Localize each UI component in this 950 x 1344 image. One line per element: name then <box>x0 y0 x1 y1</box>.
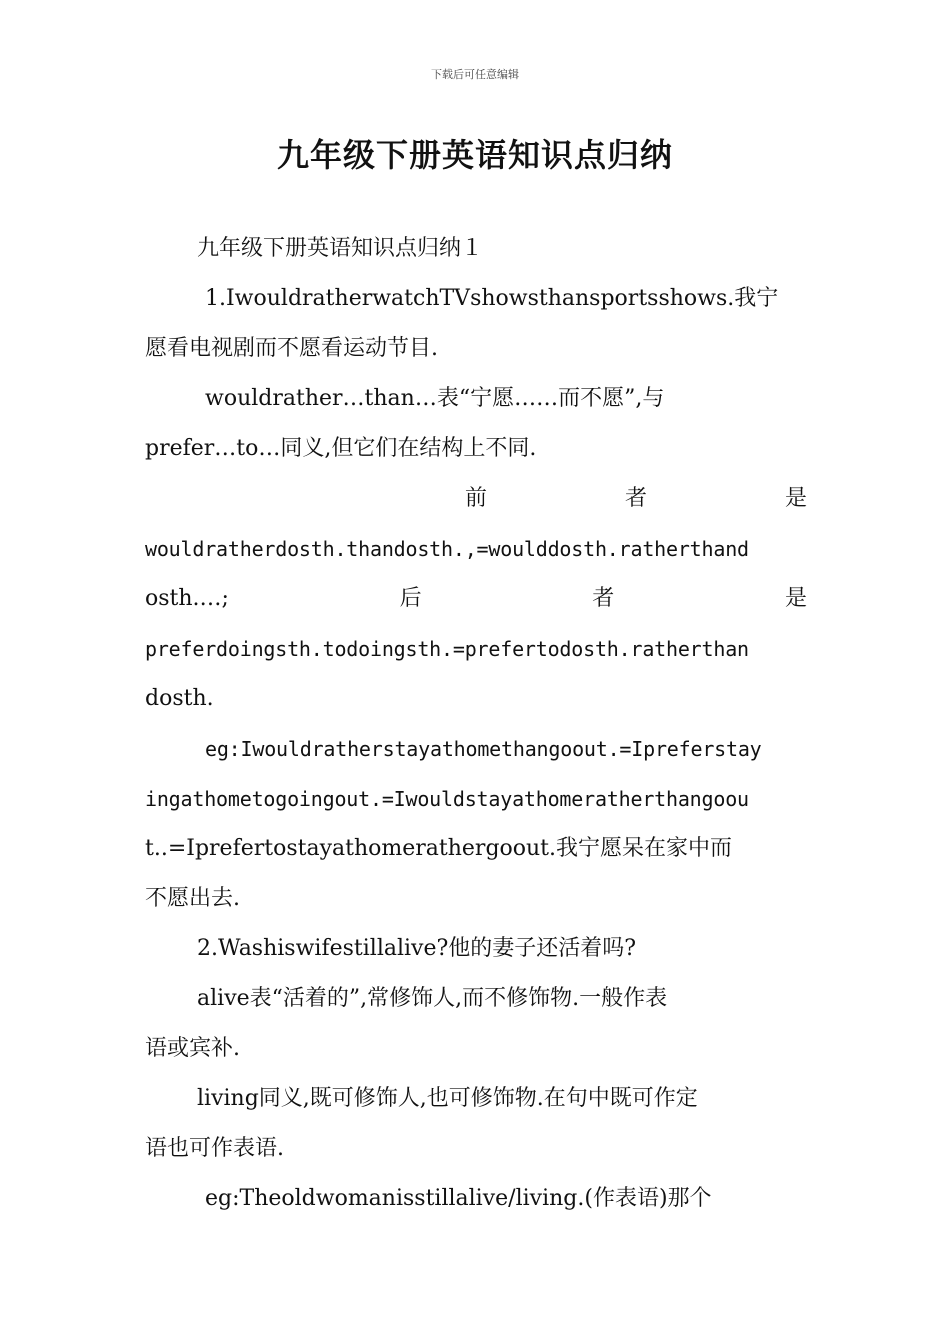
paragraph-line-justified <box>145 574 807 624</box>
paragraph-line: t..=Iprefertostayathomerathergoout.我宁愿呆在家中而 <box>145 836 733 861</box>
document-title: 九年级下册英语知识点归纳 <box>276 136 673 174</box>
paragraph-line: 1.IwouldratherwatchTVshowsthansportsshows.我宁 <box>205 286 779 311</box>
paragraph-line: eg:Theoldwomanisstillalive/living.(作表语)那个 <box>205 1186 712 1211</box>
word: 者 <box>624 486 647 511</box>
word: 者 <box>592 586 615 611</box>
paragraph-line: 语也可作表语. <box>145 1136 284 1161</box>
paragraph-line: prefer…to…同义,但它们在结构上不同. <box>145 436 537 461</box>
paragraph-line-justified <box>145 474 807 524</box>
paragraph-line: alive表“活着的”,常修饰人,而不修饰物.一般作表 <box>197 986 668 1011</box>
word: osth.…; <box>145 586 229 611</box>
header-note: 下载后可任意编辑 <box>431 68 519 81</box>
paragraph-line: dosth. <box>145 686 214 711</box>
word: 后 <box>399 586 422 611</box>
paragraph-line: 愿看电视剧而不愿看运动节目. <box>145 336 438 361</box>
word: 是 <box>784 486 807 511</box>
word: 前 <box>465 486 488 511</box>
paragraph-line: wouldratherdosth.thandosth.,=woulddosth.ratherthand <box>145 537 749 561</box>
paragraph-line: preferdoingsth.todoingsth.=prefertodosth.ratherthan <box>145 637 749 661</box>
paragraph-line: eg:Iwouldratherstayathomethangoout.=Ipreferstay <box>205 737 762 761</box>
paragraph-line: ingathometogoingout.=Iwouldstayathomeratherthangoou <box>145 787 749 811</box>
paragraph-line: 语或宾补. <box>145 1036 240 1061</box>
paragraph-line: 2.Washiswifestillalive?他的妻子还活着吗? <box>197 936 637 961</box>
paragraph-line: 不愿出去. <box>145 886 240 911</box>
document-body <box>145 224 807 1224</box>
section-heading: 九年级下册英语知识点归纳１ <box>197 236 484 261</box>
paragraph-line: living同义,既可修饰人,也可修饰物.在句中既可作定 <box>197 1086 698 1111</box>
word: 是 <box>784 586 807 611</box>
paragraph-line: wouldrather…than…表“宁愿……而不愿”,与 <box>205 386 665 411</box>
